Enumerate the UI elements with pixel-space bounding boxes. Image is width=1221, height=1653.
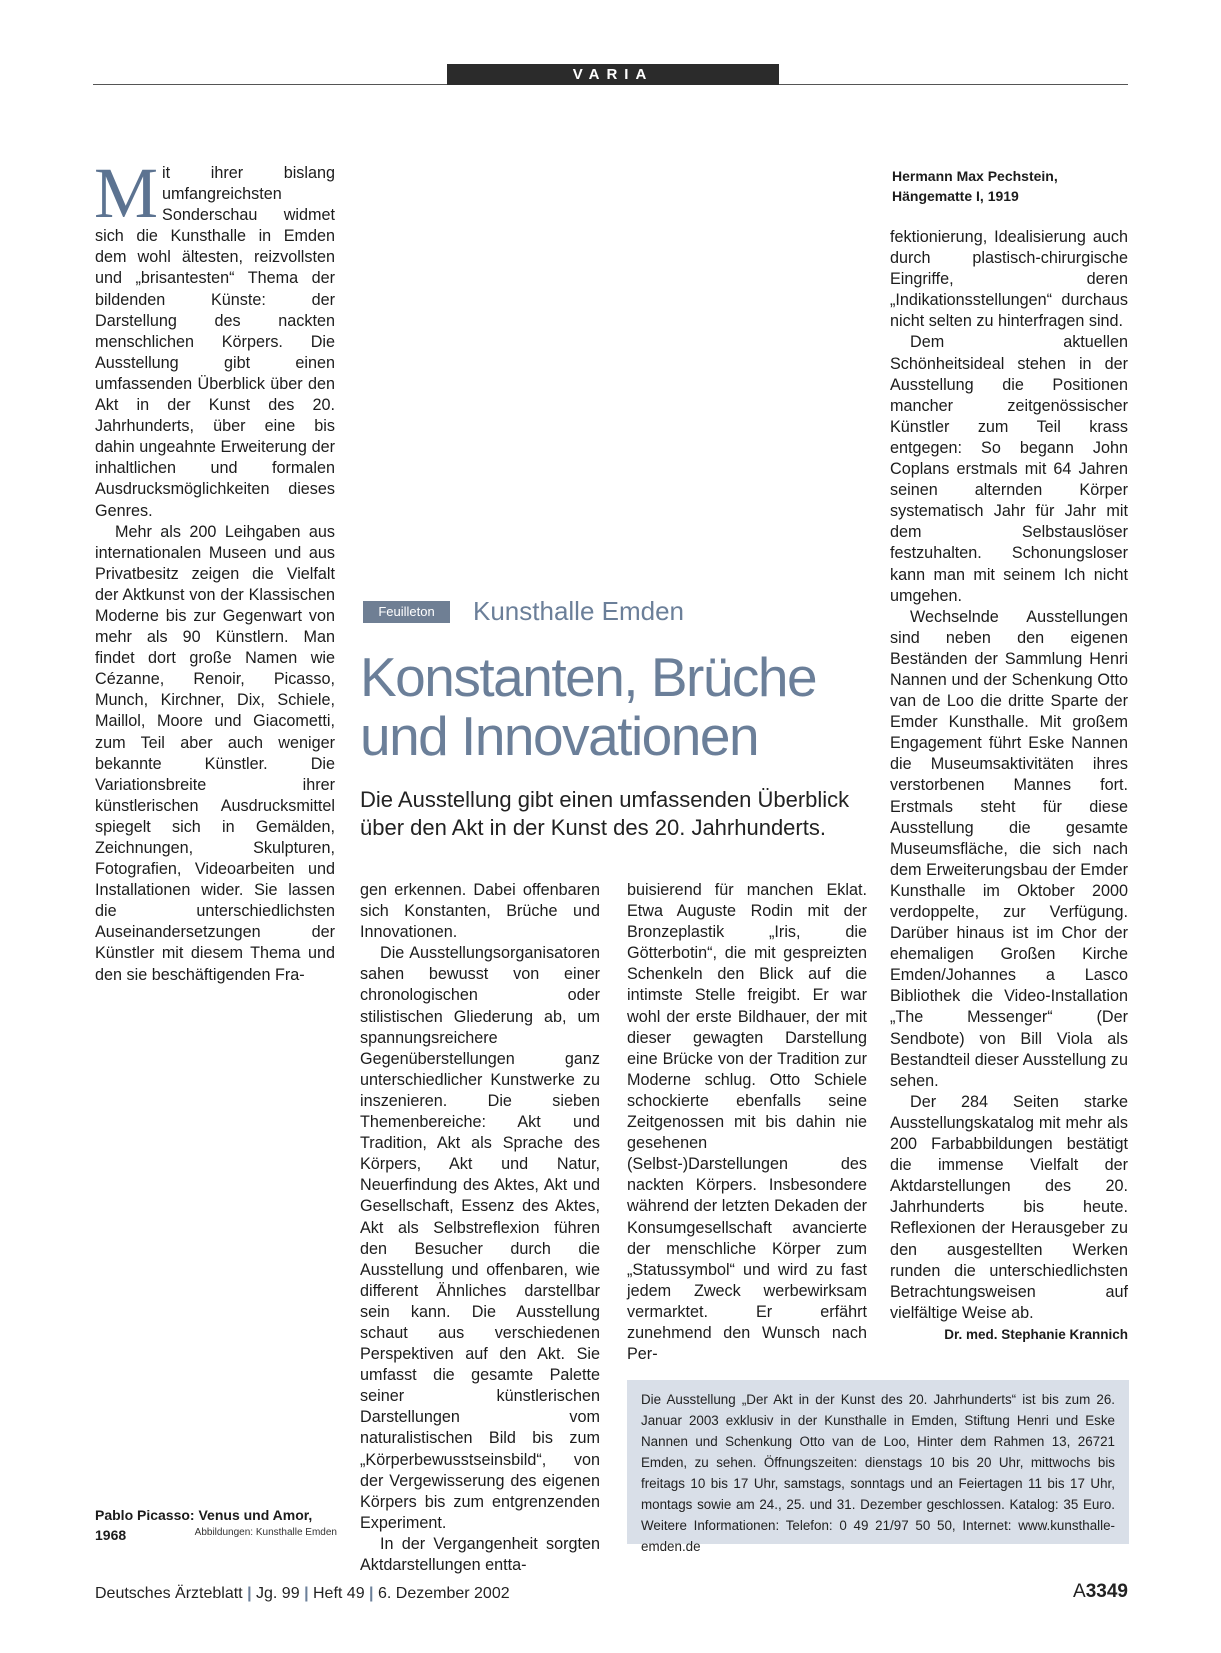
paragraph: gen erkennen. Dabei offenbaren sich Konstanten, Brüche und Innovationen.	[360, 881, 600, 942]
volume: Jg. 99	[256, 1585, 300, 1602]
photo-credit: Abbildungen: Kunsthalle Emden	[194, 1527, 337, 1538]
column-2	[360, 880, 600, 1576]
author: Dr. med. Stephanie Krannich	[944, 1326, 1128, 1342]
column-3	[627, 880, 867, 1365]
page-number-value: 3349	[1085, 1581, 1128, 1602]
page-prefix: A	[1073, 1581, 1086, 1602]
deck: Die Ausstellung gibt einen umfassenden Überblick über den Akt in der Kunst des 20. Jahrhunderts.	[360, 787, 850, 840]
column-1	[94, 153, 335, 986]
rubric-badge: Feuilleton	[363, 601, 450, 623]
page-number	[1073, 1581, 1128, 1603]
paragraph: Wechselnde Ausstellungen sind neben den eigenen Beständen der Sammlung Henri Nannen und der Schenkung Otto van de Loo die dritte Sparte der Emder Kunsthalle. Mit großem Engagement führt Eske Nannen die Museumsaktivitäten ihres verstorbenen Mannes fort. Erstmals steht für diese Ausstellung die gesamte Museumsfläche, die sich nach dem Erweiterungsbau der Emder Kunsthalle im Oktober 2000 verdoppelte, zur Verfügung. Darüber hinaus ist im Chor der ehemaligen Großen Kirche Emden/Johannes a Lasco Bibliothek die Video-Installation „The Messenger“ (Der Sendbote) von Bill Viola als Bestandteil dieser Ausstellung zu sehen.	[890, 607, 1128, 1090]
caption-text: Pablo Picasso: Venus und Amor, 1968	[95, 1507, 313, 1543]
paragraph: buisierend für manchen Eklat. Etwa Auguste Rodin mit der Bronzeplastik „Iris, die Götterbotin“, die mit gespreizten Schenkeln den Blick auf die intimste Stelle freigibt. Er war wohl der erste Bildhauer, der mit dieser gewagten Darstellung eine Brücke von der Tradition zur Moderne schlug. Otto Schiele schockierte ebenfalls seine Zeitgenossen mit bis dahin nie gesehenen (Selbst-)Darstellungen des nackten Körpers. Insbesondere während der letzten Dekaden der Konsumgesellschaft avancierte der menschliche Körper zum „Statussymbol“ und wird zu fast jedem Zweck werbewirksam vermarktet. Er erfährt zunehmend den Wunsch nach Per-	[627, 881, 867, 1364]
headline	[360, 648, 880, 766]
paragraph: In der Vergangenheit sorgten Aktdarstellungen entta-	[360, 1534, 600, 1574]
paragraph: Die Ausstellungsorganisatoren sahen bewusst von einer chronologischen oder stilistischen Gliederung ab, um spannungsreichere Gegenüberstellungen ganz unterschiedlicher Kunstwerke zu inszenieren. Die sieben Themenbereiche: Akt und Tradition, Akt als Sprache des Körpers, Akt und Natur, Neuerfindung des Aktes, Akt und Gesellschaft, Essenz des Aktes, Akt als Selbstreflexion führen den Besucher durch die Ausstellung und offenbaren, wie different Ähnliches darstellbar sein kann. Die Ausstellung schaut aus verschiedenen Perspektiven auf den Akt. Sie umfasst die gesamte Palette seiner künstlerischen Darstellungen vom naturalistischen Bild bis zum „Körperbewusstseinsbild“, von der Vergewisserung des eigenen Körpers bis zum entgrenzenden Experiment.	[360, 944, 600, 1532]
column-4	[890, 227, 1128, 1345]
info-box: Die Ausstellung „Der Akt in der Kunst des 20. Jahrhunderts“ ist bis zum 26. Januar 2003 exklusiv in der Kunsthalle in Emden, Stiftung Henri und Eske Nannen und Schenkung Otto van de Loo, Hinter dem Rahmen 13, 26721 Emden, zu sehen. Öffnungszeiten: dienstags 10 bis 20 Uhr, mittwochs bis freitags 10 bis 17 Uhr, samstags, sonntags und an Feiertagen 11 bis 17 Uhr, montags sowie am 24., 25. und 31. Dezember geschlossen. Katalog: 35 Euro. Weitere Informationen: Telefon: 0 49 21/97 50 50, Internet: www.kunsthalle-emden.de	[627, 1380, 1129, 1544]
separator: |	[247, 1585, 252, 1602]
paragraph: Mehr als 200 Leihgaben aus internationalen Museen und aus Privatbesitz zeigen die Vielfalt der Aktkunst von der Klassischen Moderne bis zur Gegenwart von mehr als 90 Künstlern. Man findet dort große Namen wie Cézanne, Renoir, Picasso, Munch, Kirchner, Dix, Schiele, Maillol, Moore und Giacometti, zum Teil aber auch weniger bekannte Künstler. Die Variationsbreite ihrer künstlerischen Ausdrucksmittel spiegelt sich in Gemälden, Zeichnungen, Skulpturen, Fotografien, Videoarbeiten und Installationen wider. Sie lassen die unterschiedlichsten Auseinandersetzungen der Künstler mit diesem Thema und den sie beschäftigenden Fra-	[95, 522, 335, 984]
paragraph: Der 284 Seiten starke Ausstellungskatalog mit mehr als 200 Farbabbildungen bestätigt die immense Vielfalt der Aktdarstellungen des 20. Jahrhunderts bis heute. Reflexionen der Herausgeber zu den ausgestellten Werken runden die unterschiedlichsten Betrachtungsweisen auf vielfältige Weise ab.	[890, 1092, 1128, 1322]
issue: Heft 49	[313, 1585, 365, 1602]
paragraph: fektionierung, Idealisierung auch durch plastisch-chirurgische Eingriffe, deren „Indikationsstellungen“ durchaus nicht selten zu hinterfragen sind.	[890, 228, 1128, 331]
paragraph-text: it ihrer bislang umfangreichsten Sonderschau widmet sich die Kunsthalle in Emden dem wohl ältesten, reizvollsten und „brisantesten“ Thema der bildenden Künste: der Darstellung des nackten menschlichen Körpers. Die Ausstellung gibt einen umfassenden Überblick über den Akt in der Kunst des 20. Jahrhunderts, über eine bis dahin ungeahnte Erweiterung der inhaltlichen und formalen Ausdrucksmöglichkeiten dieses Genres.	[95, 164, 335, 520]
separator: |	[369, 1585, 374, 1602]
section-label: VARIA	[447, 64, 779, 85]
journal-name: Deutsches Ärzteblatt	[95, 1585, 243, 1602]
drop-cap: M	[94, 153, 159, 233]
image-caption-pechstein: Hermann Max Pechstein, Hängematte I, 1919	[892, 168, 1058, 204]
issue-date: 6. Dezember 2002	[377, 1585, 510, 1602]
paragraph	[94, 153, 335, 522]
headline-line: Konstanten, Brüche	[360, 646, 817, 708]
paragraph: Dem aktuellen Schönheitsideal stehen in der Ausstellung die Positionen mancher zeitgenössischer Künstler zum Teil krass entgegen: So begann John Coplans erstmals mit 64 Jahren seinen alternden Körper systematisch Jahr für Jahr mit dem Selbstauslöser festzuhalten. Schonungsloser kann man mit seinem Ich nicht umgehen.	[890, 333, 1128, 605]
image-caption-picasso	[95, 1505, 337, 1545]
headline-line: und Innovationen	[360, 705, 759, 767]
footer	[95, 1585, 510, 1603]
kicker: Kunsthalle Emden	[473, 596, 685, 626]
separator: |	[304, 1585, 309, 1602]
